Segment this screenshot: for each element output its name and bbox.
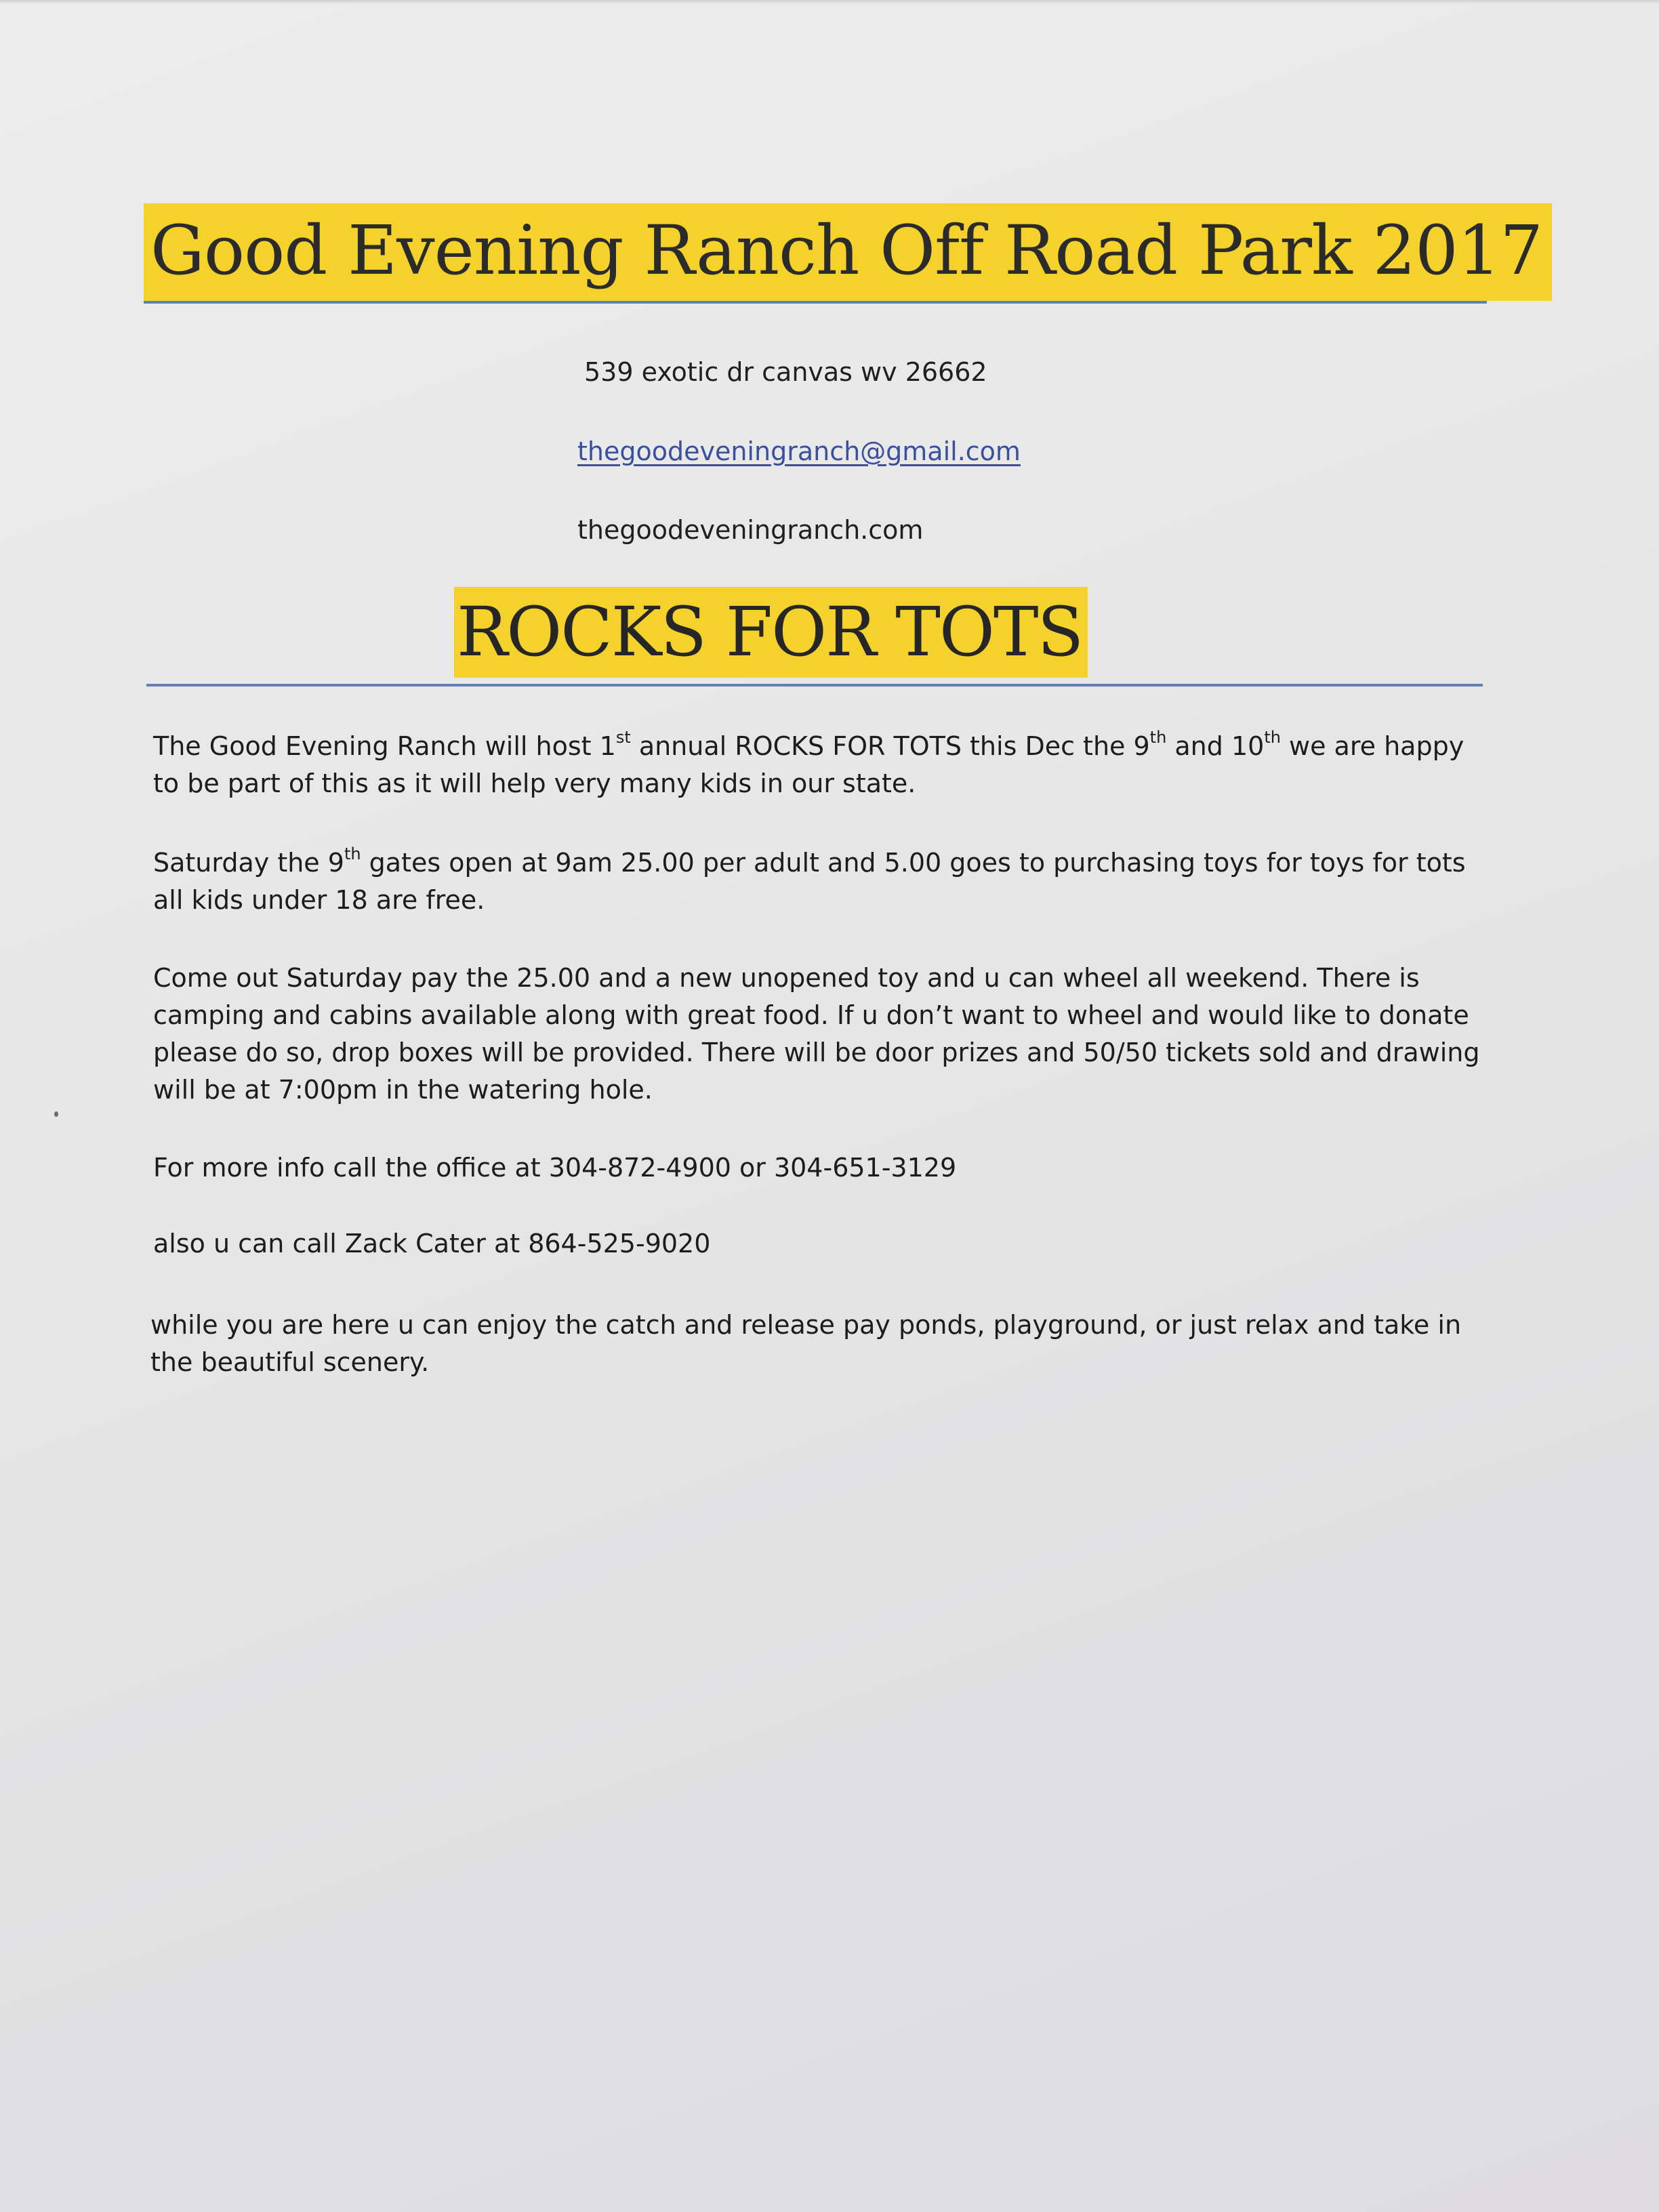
- superscript: th: [1149, 728, 1167, 747]
- amenities-paragraph: while you are here u can enjoy the catch and release pay ponds, playground, or just relax and take in the beautiful scenery.: [150, 1310, 1462, 1377]
- details-paragraph: Come out Saturday pay the 25.00 and a new unopened toy and u can wheel all weekend. There is camping and cabins available along with great food. If u don’t want to wheel and would like to donate please do so, drop boxes will be provided. There will be door prizes and 50/50 tickets sold and drawing will be at 7:00pm in the watering hole.: [153, 963, 1480, 1105]
- event-title: ROCKS FOR TOTS: [454, 587, 1088, 678]
- text-run: The Good Evening Ranch will host 1: [153, 731, 616, 761]
- superscript: th: [1264, 728, 1281, 747]
- saturday-paragraph: [153, 844, 1481, 919]
- office-phone-paragraph: For more info call the office at 304-872-4900 or 304-651-3129: [153, 1153, 957, 1183]
- email-link[interactable]: thegoodeveningranch@gmail.com: [577, 436, 1021, 466]
- text-run: gates open at 9am 25.00 per adult and 5.00 goes to purchasing toys for toys for tots all kids under 18 are free.: [153, 848, 1466, 915]
- superscript: th: [344, 844, 361, 863]
- website-text: thegoodeveningranch.com: [577, 515, 924, 545]
- event-intro-paragraph: [153, 728, 1481, 802]
- paper-speck: [54, 1111, 58, 1117]
- page-title: Good Evening Ranch Off Road Park 2017: [144, 203, 1552, 301]
- event-title-underline: [146, 684, 1483, 687]
- title-underline: [144, 301, 1487, 304]
- text-run: and 10: [1166, 731, 1265, 761]
- text-run: Saturday the 9: [153, 848, 344, 878]
- address-text: 539 exotic dr canvas wv 26662: [584, 357, 987, 387]
- text-run: annual ROCKS FOR TOTS this Dec the 9: [630, 731, 1150, 761]
- contact-person-paragraph: also u can call Zack Cater at 864-525-9020: [153, 1229, 711, 1258]
- superscript: st: [615, 728, 631, 747]
- text-run: we are happy to be part of this as it will help very many kids in our state.: [153, 731, 1465, 798]
- paper-edge: [0, 0, 1659, 4]
